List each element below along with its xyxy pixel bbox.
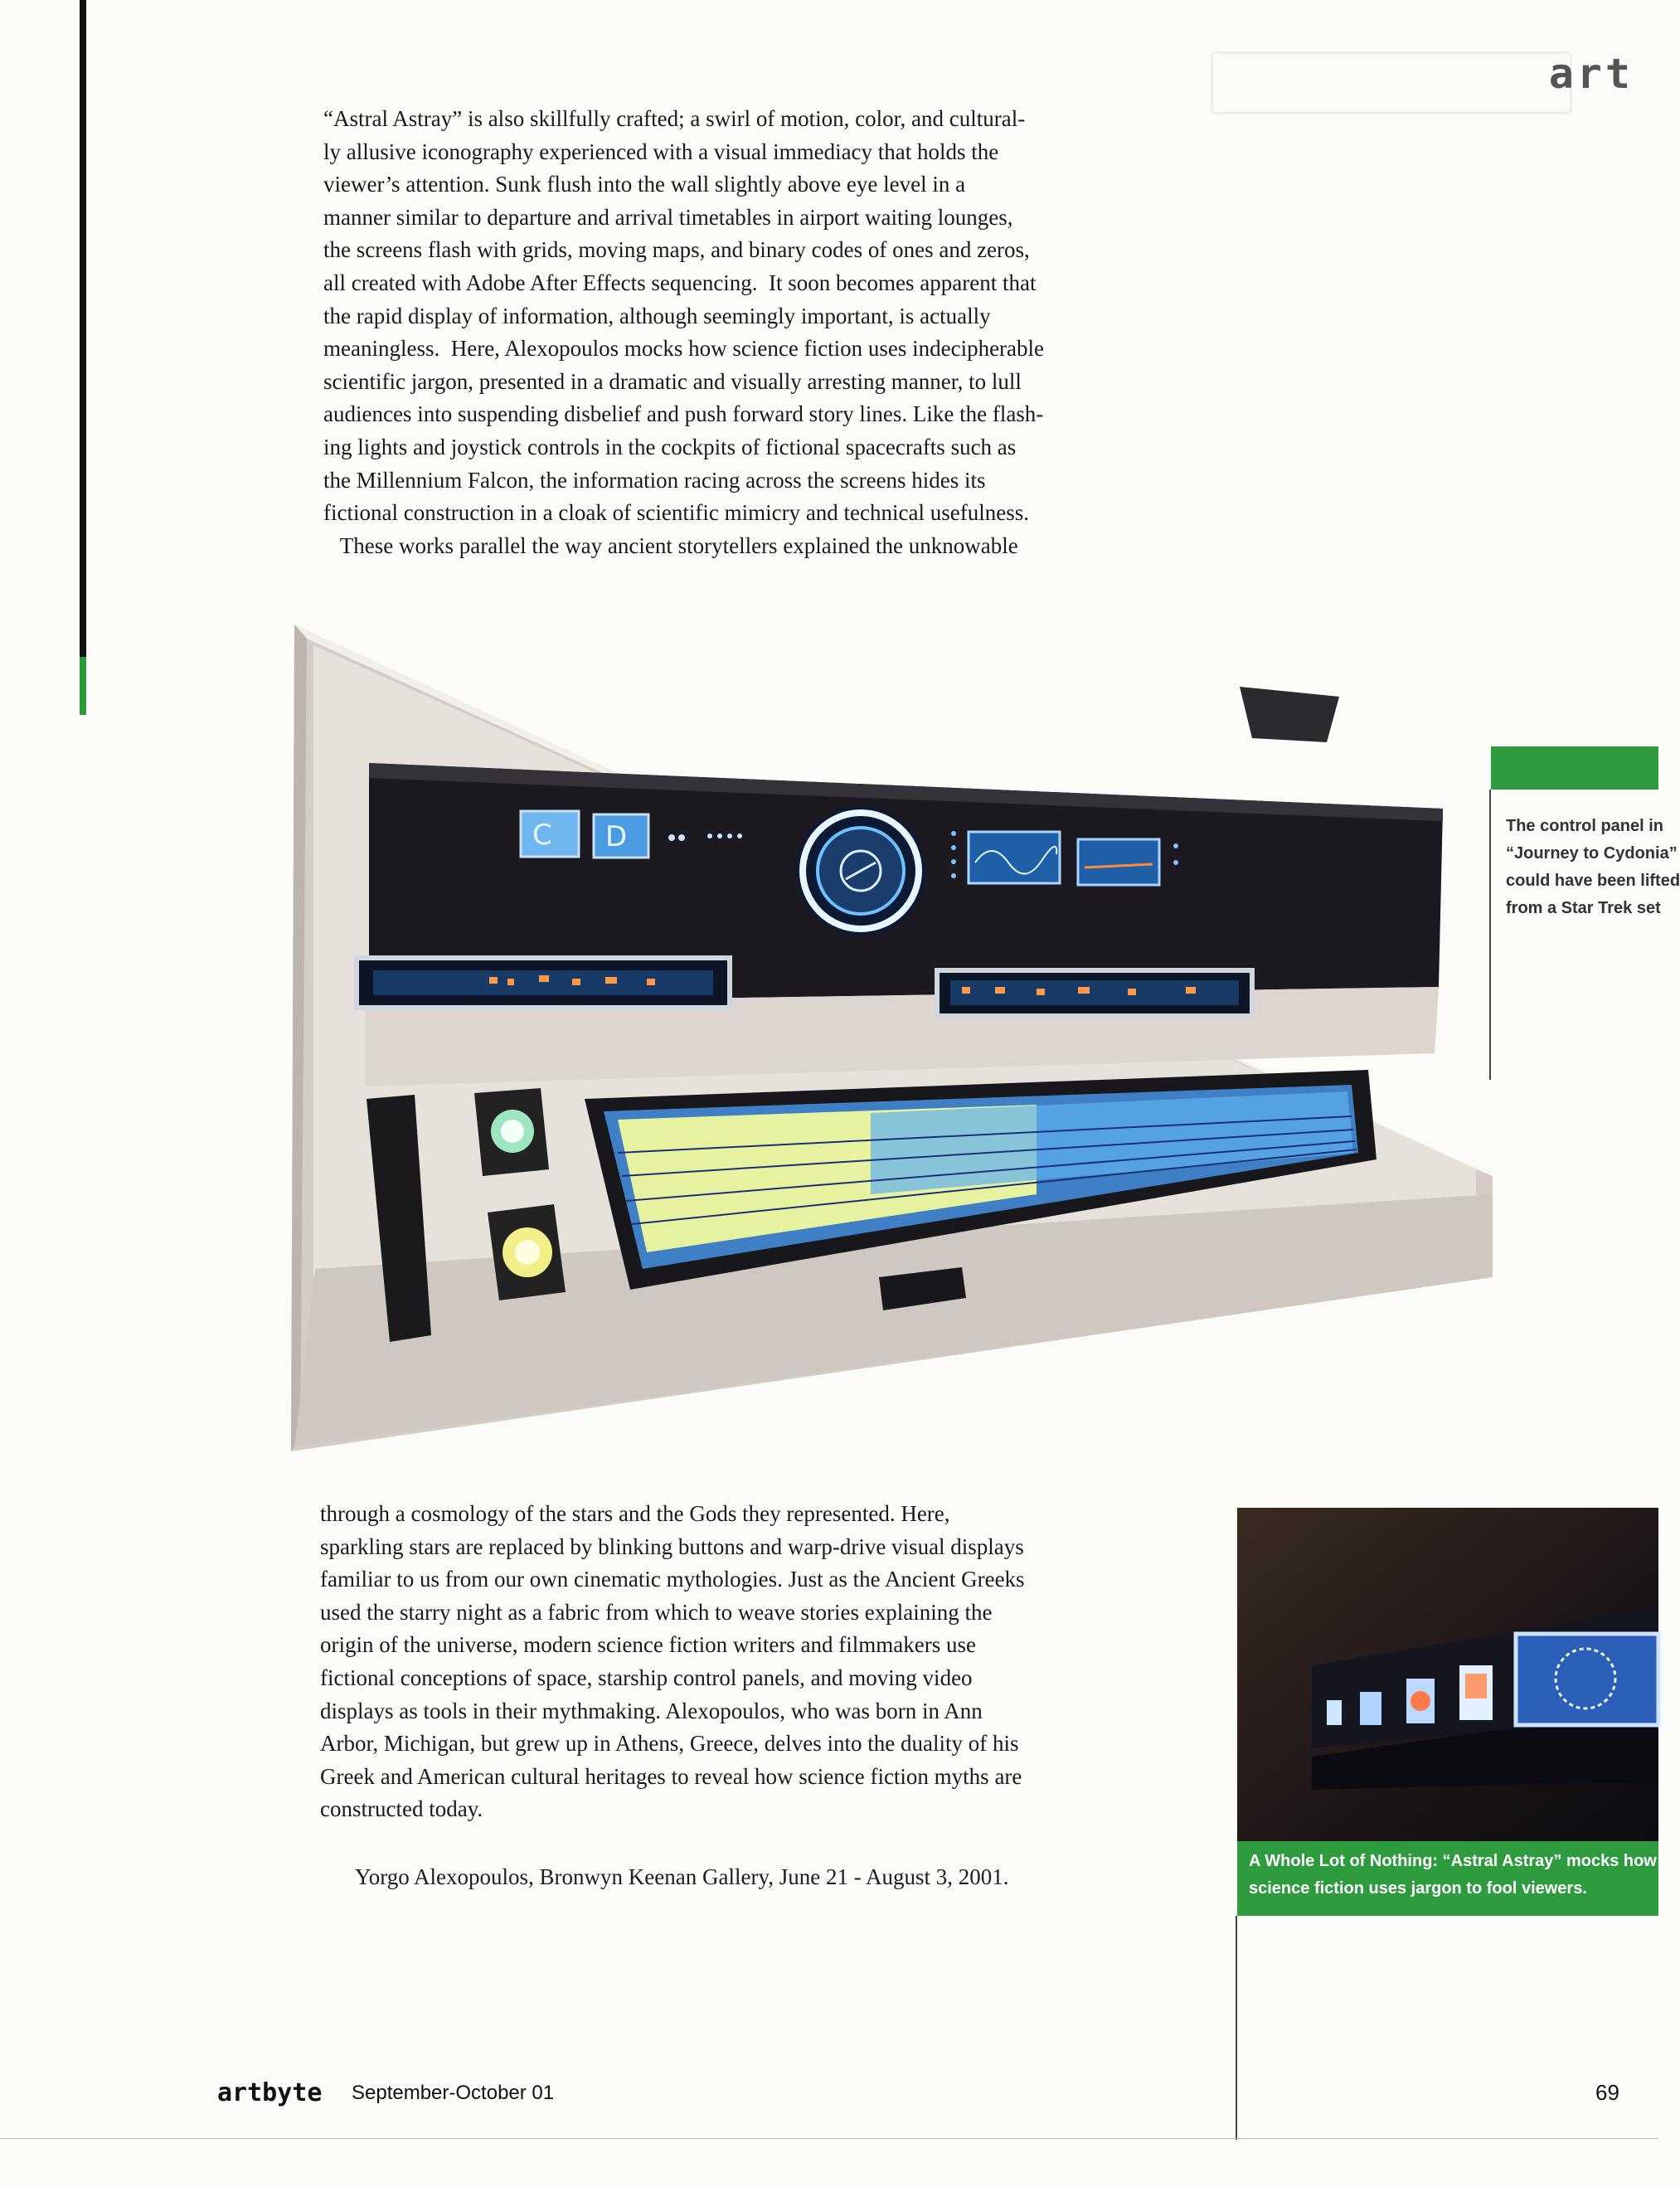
- left-margin-accent: [80, 657, 86, 715]
- article-paragraph-top: “Astral Astray” is also skillfully crafted; a swirl of motion, color, and cultural- ly allusive iconography experienced with a visual immediacy that holds the viewer’s attention. Sunk flush into the wall slightly above eye level in a manner similar to departure and arrival timetables in airport waiting lounges, the screens flash with grids, moving maps, and binary codes of ones and zeros, all created with Adobe After Effects sequencing. It soon becomes apparent that the rapid display of information, although seemingly important, is actually meaningless. Here, Alexopoulos mocks how science fiction uses indecipherable scientific jargon, presented in a dramatic and visually arresting manner, to lull audiences into suspending disbelief and push forward story lines. Like the flash- ing lights and joystick controls in the cockpits of fictional spacecrafts such as the Millennium Falcon, the information racing across the screens hides its fictional construction in a cloak of scientific mimicry and technical usefulness. These works parallel the way ancient storytellers explained the unknowable: [323, 106, 1045, 558]
- control-panel-photo: [290, 622, 1517, 1435]
- caption-rule-bottom: [1236, 1916, 1237, 2140]
- issue-date: September-October 01: [352, 2082, 555, 2104]
- page-number: 69: [1595, 2080, 1619, 2105]
- page-bottom-rule: [0, 2138, 1658, 2139]
- exhibition-credit: Yorgo Alexopoulos, Bronwyn Keenan Gallery, June 21 - August 3, 2001.: [355, 1864, 1009, 1889]
- magazine-logo: artbyte: [217, 2078, 323, 2107]
- article-paragraph-bottom: through a cosmology of the stars and the Gods they represented. Here, sparkling stars are replaced by blinking buttons and warp-drive visual displays familiar to us from our own cinematic mythologies. Just as the Ancient Greeks used the starry night as a fabric from which to weave stories explaining the origin of the universe, modern science fiction writers and filmmakers use fictional conceptions of space, starship control panels, and moving video displays as tools in their mythmaking. Alexopoulos, who was born in Ann Arbor, Michigan, but grew up in Athens, Greece, delves into the duality of his Greek and American cultural heritages to reveal how science fiction myths are constructed today.: [320, 1501, 1025, 1822]
- gallery-installation-photo: [1237, 1508, 1658, 1841]
- faded-heading-decoration: [1211, 51, 1572, 114]
- left-margin-rule: [80, 0, 86, 657]
- svg-text:D: D: [605, 820, 628, 853]
- svg-text:C: C: [532, 819, 552, 852]
- section-tag: art: [1548, 50, 1634, 98]
- control-panel-caption: The control panel in “Journey to Cydonia” could have been lifted from a Star Trek set: [1506, 817, 1680, 917]
- gallery-caption: A Whole Lot of Nothing: “Astral Astray” mocks how science fiction uses jargon to fool viewers.: [1249, 1852, 1657, 1898]
- caption-accent-bar: [1491, 746, 1658, 790]
- caption-rule: [1489, 790, 1491, 1080]
